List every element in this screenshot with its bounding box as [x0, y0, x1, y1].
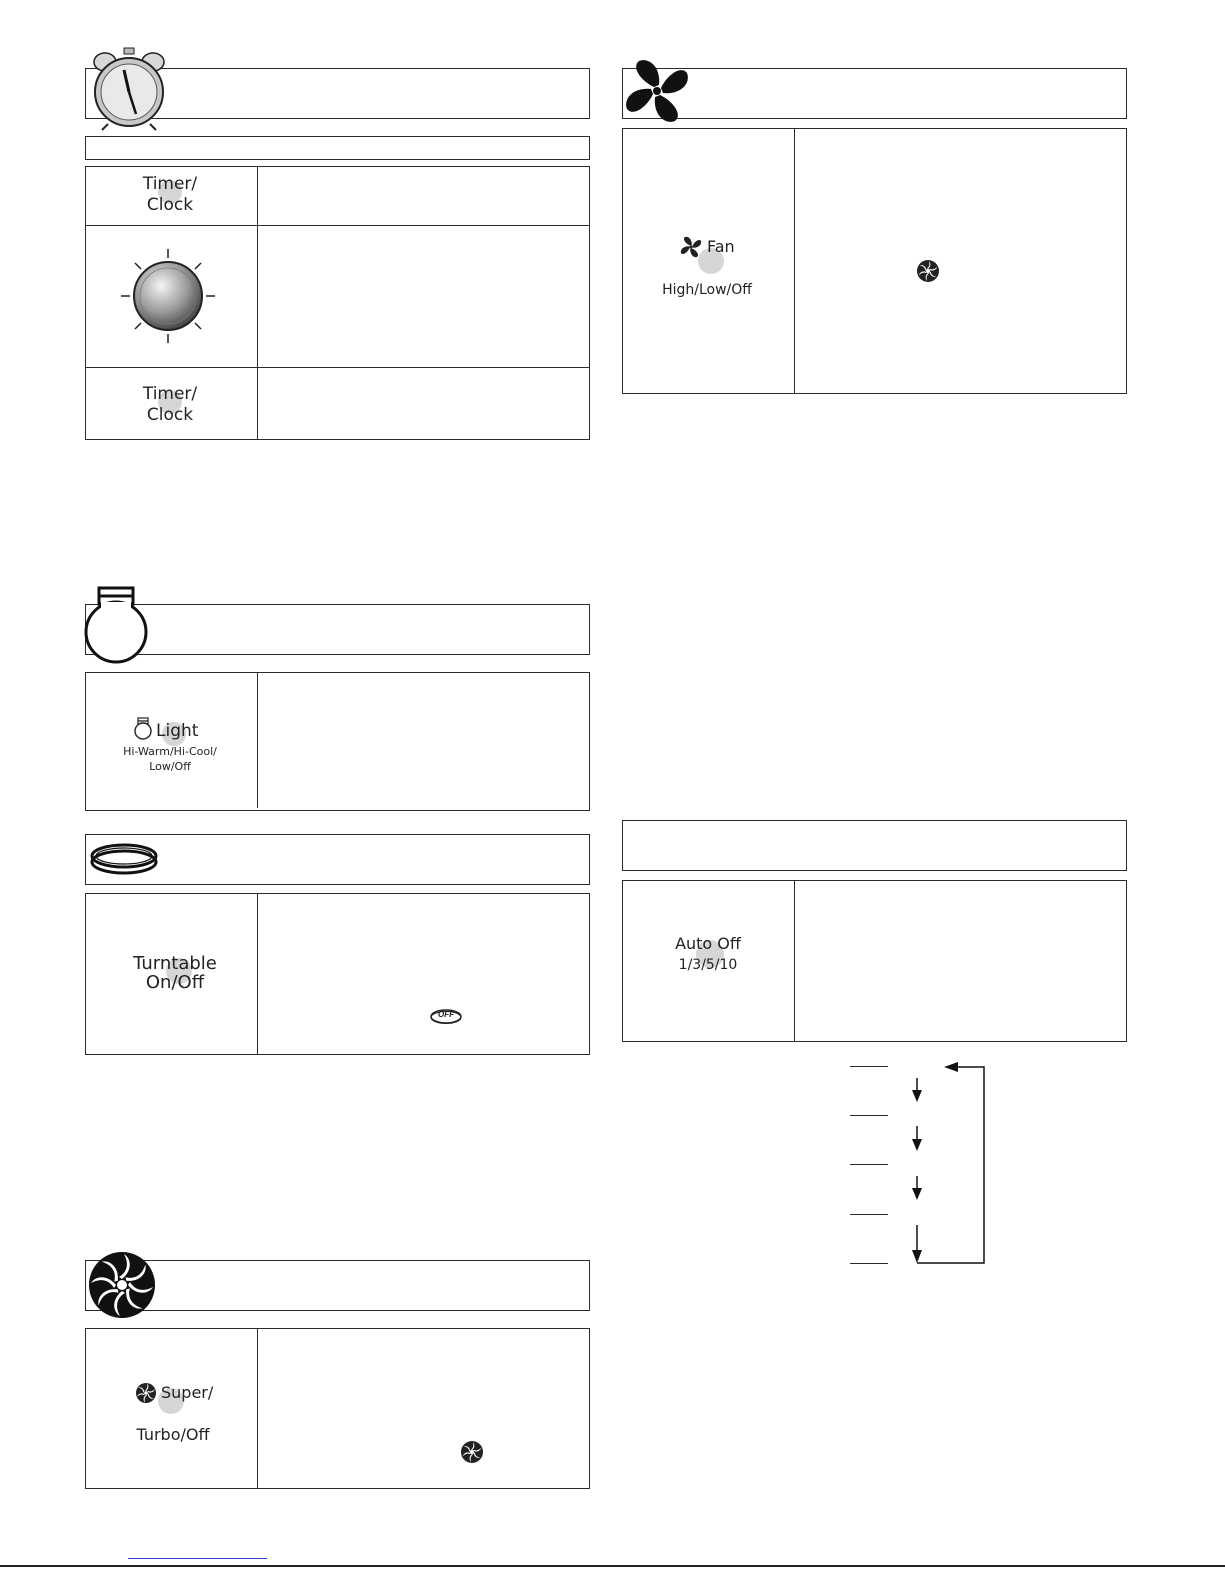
fan-indicator-icon [916, 259, 940, 283]
light-label-line3: Low/Off [149, 760, 191, 773]
fan-header-bar [622, 68, 1127, 119]
turbo-header-bar [85, 1260, 590, 1311]
timer-clock-subheader-bar [85, 136, 590, 160]
timer-clock-button[interactable] [100, 172, 240, 220]
table-row-divider [85, 367, 590, 368]
table-divider [257, 893, 258, 1055]
turntable-label-line1: Turntable [133, 953, 217, 974]
turntable-off-badge-text: OFF [438, 1010, 454, 1019]
super-turbo-label-line1: Super/ [161, 1383, 214, 1402]
fan-label-title: Fan [707, 237, 735, 256]
light-bulb-small-icon [133, 717, 153, 741]
table-row-divider [85, 225, 590, 226]
turbo-fan-icon [86, 1249, 158, 1321]
timer-clock-2-label-line2: Clock [146, 405, 194, 425]
cycle-step-line [850, 1066, 888, 1067]
fan-small-icon [680, 236, 702, 258]
table-divider [794, 128, 795, 394]
cycle-arrows [900, 1058, 1000, 1273]
fan-label-line2: High/Low/Off [662, 282, 752, 298]
turbo-indicator-icon [460, 1440, 484, 1464]
super-turbo-label-line2: Turbo/Off [136, 1425, 210, 1444]
timer-clock-2-label-line1: Timer/ [142, 384, 198, 404]
dial-knob-icon [118, 246, 218, 346]
turntable-off-indicator [430, 1009, 462, 1024]
light-label-line2: Hi-Warm/Hi-Cool/ [123, 745, 217, 758]
light-button[interactable] [100, 714, 240, 784]
cycle-step-line [850, 1164, 888, 1165]
page-bottom-link-line [128, 1558, 267, 1559]
page-bottom-rule [0, 1565, 1225, 1567]
turntable-header-bar [85, 834, 590, 885]
alarm-clock-icon [84, 44, 174, 132]
auto-off-button[interactable] [640, 932, 780, 978]
light-header-bar [85, 604, 590, 655]
timer-clock-button-2[interactable] [100, 382, 240, 430]
fan-button[interactable] [640, 236, 780, 298]
table-divider [794, 880, 795, 1042]
super-turbo-button[interactable] [100, 1380, 250, 1444]
turntable-icon [88, 840, 160, 880]
auto-off-label-line2: 1/3/5/10 [678, 957, 738, 973]
timer-clock-label-line2: Clock [146, 195, 194, 215]
cycle-step-line [850, 1263, 888, 1264]
light-label-title: Light [156, 721, 199, 741]
light-bulb-icon [86, 584, 156, 668]
table-divider [257, 1328, 258, 1489]
turntable-label-line2: On/Off [145, 972, 205, 993]
turbo-fan-small-icon [135, 1382, 157, 1404]
turntable-button[interactable] [100, 952, 250, 998]
table-divider [257, 166, 258, 440]
auto-off-label-line1: Auto Off [675, 934, 741, 953]
cycle-step-line [850, 1214, 888, 1215]
auto-off-header-bar [622, 820, 1127, 871]
cycle-step-line [850, 1115, 888, 1116]
fan-icon [624, 58, 690, 124]
dial-knob[interactable] [118, 246, 218, 346]
timer-clock-label-line1: Timer/ [142, 174, 198, 194]
